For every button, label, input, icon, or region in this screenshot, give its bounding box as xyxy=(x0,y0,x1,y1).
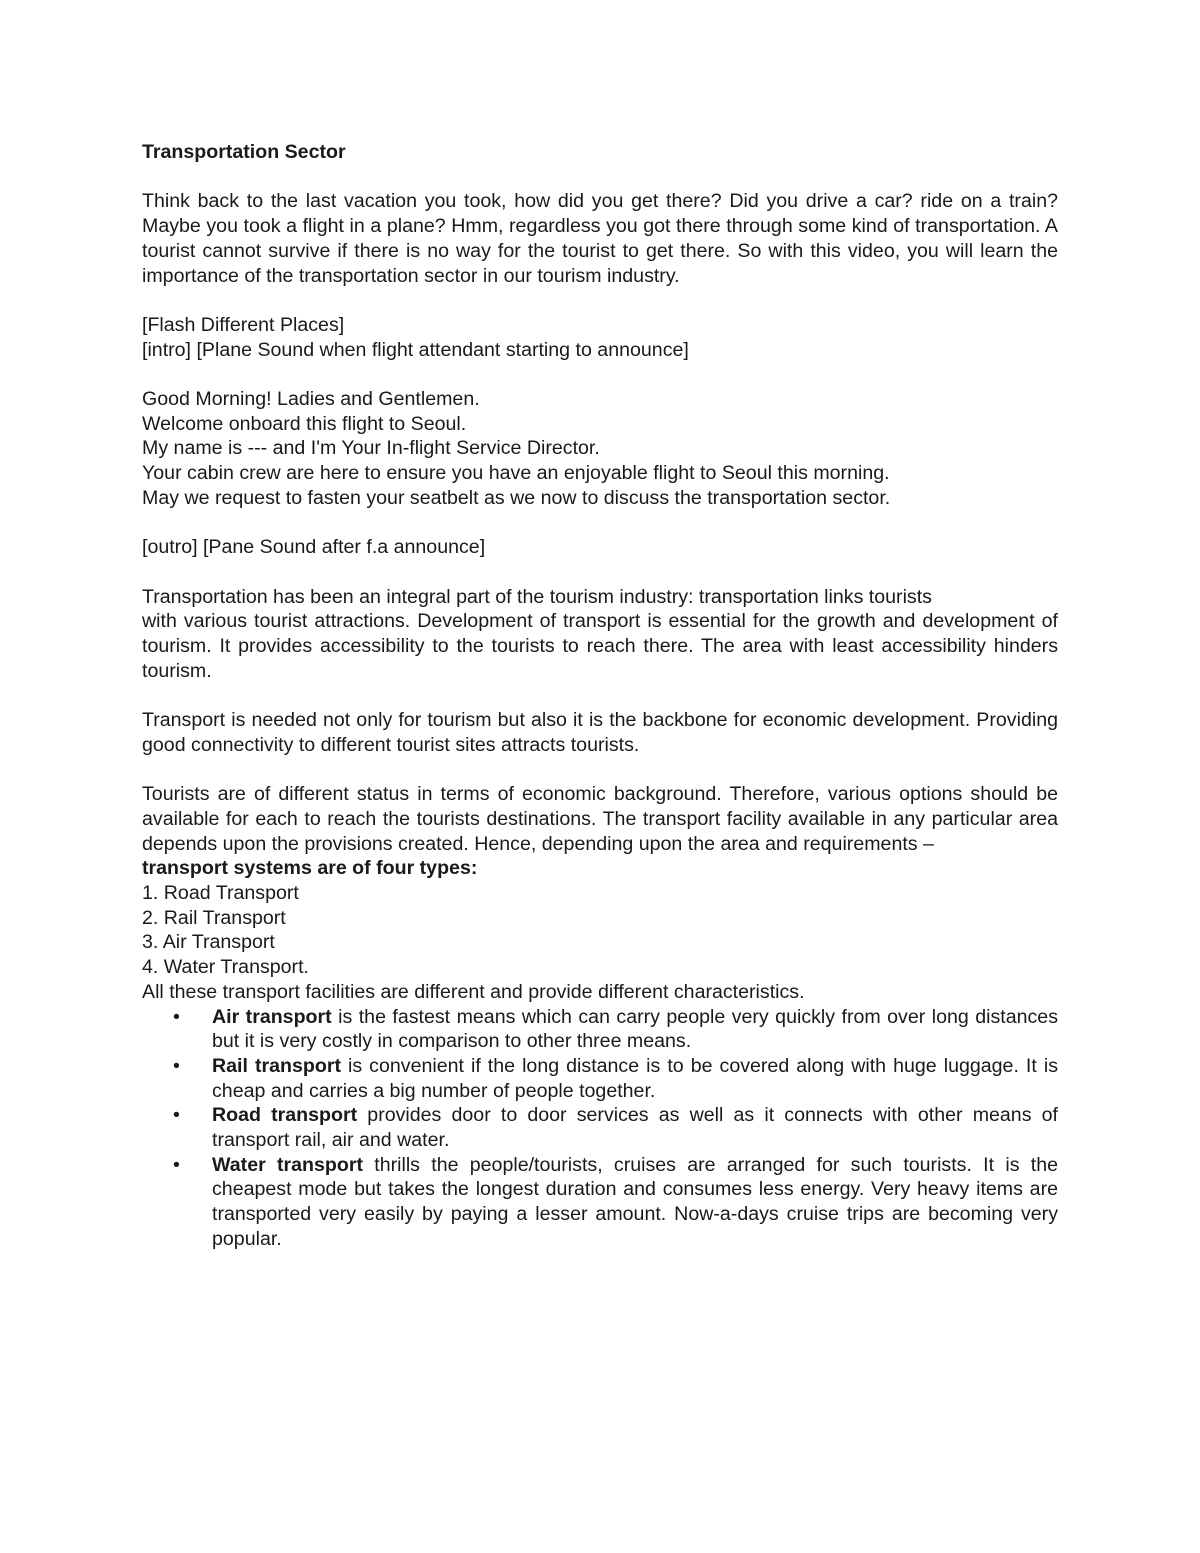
characteristics-intro: All these transport facilities are different and provide different characteristics. xyxy=(142,980,805,1003)
bullet-term: Air transport xyxy=(212,1005,332,1028)
intro-paragraph: Think back to the last vacation you took, how did you get there? Did you drive a car? ride on a train? Maybe you took a flight in a plane? Hmm, regardless you got there through some kind of transportation. A tourist cannot survive if there is no way for the tourist to get there. So with this video, you will learn the importance of the transportation sector in our tourism industry. xyxy=(142,190,1058,287)
document-page xyxy=(142,140,1058,1252)
announcement-line: Good Morning! Ladies and Gentlemen. xyxy=(142,387,480,410)
integral-paragraph xyxy=(142,585,1058,684)
bullet-icon: • xyxy=(173,1054,180,1077)
bullet-icon: • xyxy=(173,1153,180,1176)
announcement-line: My name is --- and I'm Your In-flight Service Director. xyxy=(142,437,600,460)
types-list-item: 1. Road Transport xyxy=(142,881,299,904)
bullet-text: is convenient if the long distance is to be covered along with huge luggage. It is cheap and carries a big number of people together. xyxy=(212,1054,1058,1102)
characteristics-list xyxy=(142,1005,1058,1252)
bullet-text: thrills the people/tourists, cruises are arranged for such tourists. It is the cheapest mode but takes the longest duration and consumes less energy. Very heavy items are transported very easily by paying a lesser amount. Now-a-days cruise trips are becoming very popular. xyxy=(212,1153,1058,1250)
list-item xyxy=(142,1054,1058,1103)
types-list-item: 4. Water Transport. xyxy=(142,956,309,979)
backbone-paragraph: Transport is needed not only for tourism but also it is the backbone for economic development. Providing good connectivity to different tourist sites attracts tourists. xyxy=(142,709,1058,756)
types-list-item: 2. Rail Transport xyxy=(142,906,286,929)
bullet-term: Road transport xyxy=(212,1104,358,1127)
document-title: Transportation Sector xyxy=(142,141,346,163)
types-list-item: 3. Air Transport xyxy=(142,931,275,954)
bullet-term: Water transport xyxy=(212,1153,363,1176)
bullet-text: provides door to door services as well as it connects with other means of transport rail, air and water. xyxy=(212,1104,1058,1152)
list-item xyxy=(142,1005,1058,1054)
bullet-icon: • xyxy=(173,1005,180,1028)
bullet-icon: • xyxy=(173,1104,180,1127)
types-heading: transport systems are of four types: xyxy=(142,857,478,880)
announcement-line: Your cabin crew are here to ensure you have an enjoyable flight to Seoul this morning. xyxy=(142,462,890,485)
types-list xyxy=(142,881,1058,980)
integral-paragraph-first-line: Transportation has been an integral part of the tourism industry: transportation links tourists xyxy=(142,585,932,608)
announcement-block xyxy=(142,387,1058,511)
outro-cue: [outro] [Pane Sound after f.a announce] xyxy=(142,536,486,559)
cue-line: [intro] [Plane Sound when flight attendant starting to announce] xyxy=(142,338,689,361)
announcement-line: Welcome onboard this flight to Seoul. xyxy=(142,412,467,435)
bullet-text: is the fastest means which can carry people very quickly from over long distances but it is very costly in comparison to other three means. xyxy=(212,1005,1058,1053)
cue-line: [Flash Different Places] xyxy=(142,313,345,336)
integral-paragraph-rest: with various tourist attractions. Development of transport is essential for the growth and development of tourism. It provides accessibility to the tourists to reach there. The area with least accessibility hinders tourism. xyxy=(142,610,1058,682)
announcement-line: May we request to fasten your seatbelt as we now to discuss the transportation sector. xyxy=(142,486,891,509)
list-item xyxy=(142,1103,1058,1152)
list-item xyxy=(142,1153,1058,1252)
cue-block xyxy=(142,313,1058,362)
bullet-term: Rail transport xyxy=(212,1054,341,1077)
status-paragraph: Tourists are of different status in terms of economic background. Therefore, various options should be available for each to reach the tourists destinations. The transport facility available in any particular area depends upon the provisions created. Hence, depending upon the area and requirements – xyxy=(142,783,1058,855)
